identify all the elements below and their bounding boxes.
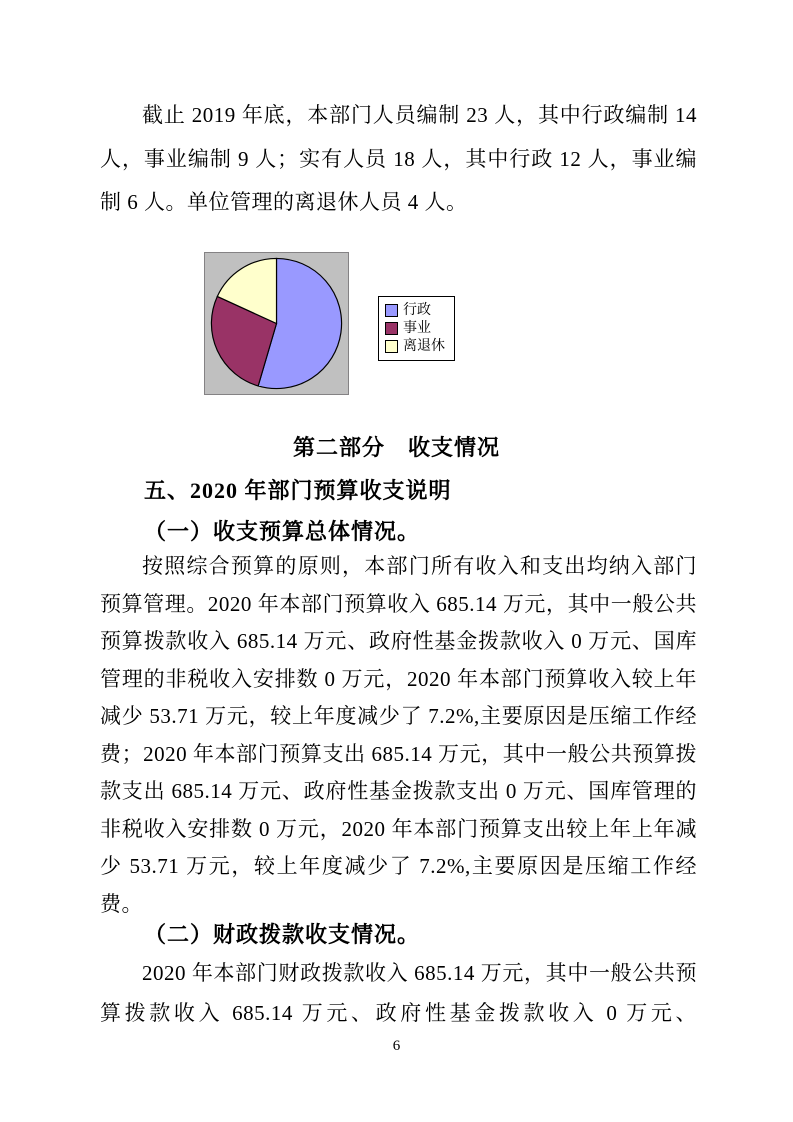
legend-color-swatch xyxy=(385,340,398,353)
intro-paragraph: 截止 2019 年底，本部门人员编制 23 人，其中行政编制 14 人，事业编制 9 人；实有人员 18 人，其中行政 12 人，事业编制 6 人。单位管理的离退休人员 4 人。 xyxy=(100,103,697,214)
subsection1-paragraph: 按照综合预算的原则，本部门所有收入和支出均纳入部门预算管理。2020 年本部门预算收入 685.14 万元，其中一般公共预算拨款收入 685.14 万元、政府性基金拨款收入 0 万元、国库管理的非税收入安排数 0 万元，2020 年本部门预算收入较上年减少 53.71 万元，较上年度减少了 7.2%,主要原因是压缩工作经费；2020 年本部门预算支出 685.14 万元，其中一般公共预算拨款支出 685.14 万元、政府性基金拨款支出 0 万元、国库管理的非税收入安排数 0 万元，2020 年本部门预算支出较上年上年减少 53.71 万元，较上年度减少了 7.2%,主要原因是压缩工作经费。 xyxy=(100,554,697,916)
subsection2-heading: （二）财政拨款收支情况。 xyxy=(144,922,421,947)
legend-label: 行政 xyxy=(403,303,431,318)
section5-heading: 五、2020 年部门预算收支说明 xyxy=(144,478,452,503)
subsection2-paragraph: 2020 年本部门财政拨款收入 685.14 万元，其中一般公共预算拨款收入 685.14 万元、政府性基金拨款收入 0 万元、 xyxy=(100,961,697,1025)
pie-chart-svg xyxy=(205,253,348,394)
subsection1-heading: （一）收支预算总体情况。 xyxy=(144,519,421,544)
legend-item xyxy=(385,338,448,355)
legend-label: 离退休 xyxy=(403,339,445,354)
part2-title: 第二部分 收支情况 xyxy=(292,435,500,460)
page-number: 6 xyxy=(392,1038,401,1054)
legend-label: 事业 xyxy=(403,321,431,336)
pie-chart-plot-area xyxy=(204,252,349,395)
legend-color-swatch xyxy=(385,322,398,335)
legend-item xyxy=(385,302,448,319)
legend-item xyxy=(385,320,448,337)
legend-color-swatch xyxy=(385,304,398,317)
chart-legend xyxy=(378,296,455,361)
